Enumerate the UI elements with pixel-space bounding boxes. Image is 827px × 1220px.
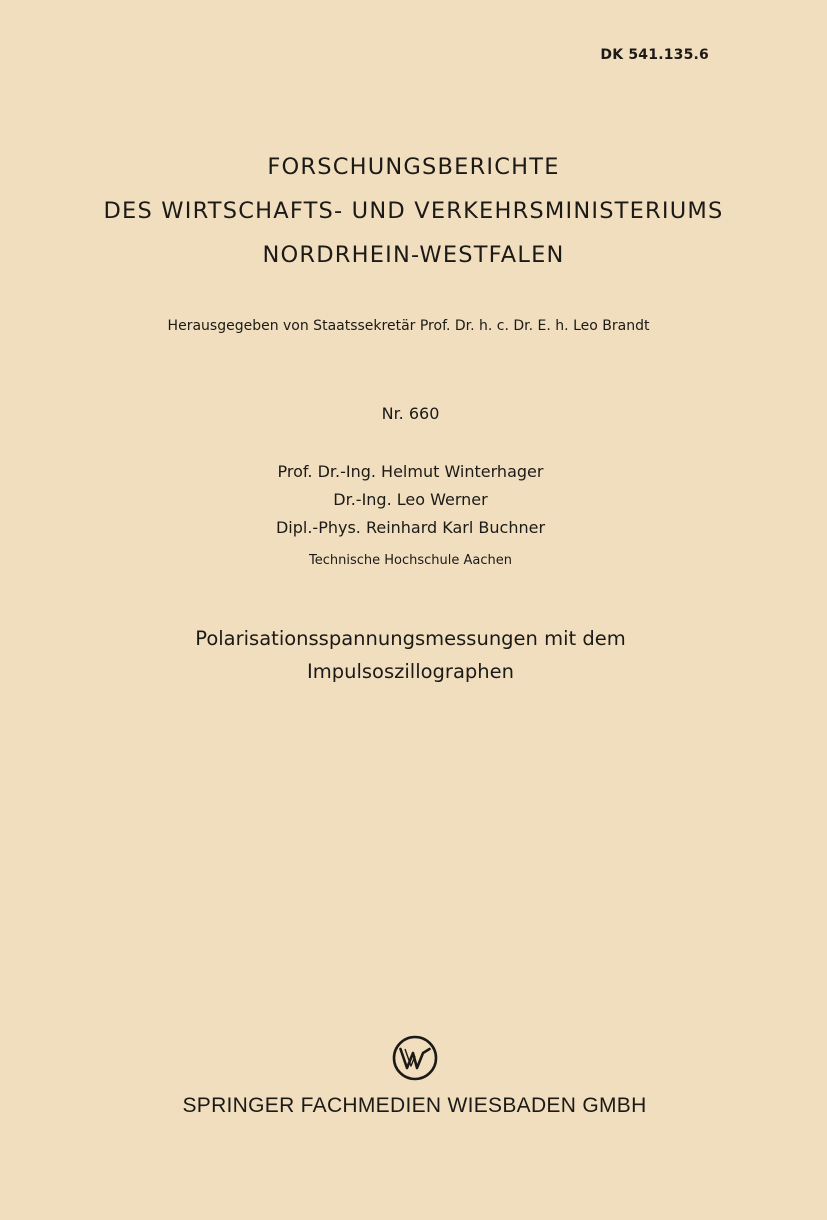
series-title-line: DES WIRTSCHAFTS- UND VERKEHRSMINISTERIUMS xyxy=(103,198,724,224)
issue-number: Nr. 660 xyxy=(381,404,440,423)
series-title-line: NORDRHEIN-WESTFALEN xyxy=(262,242,565,268)
book-title-line: Polarisationsspannungsmessungen mit dem xyxy=(195,627,626,650)
institution: Technische Hochschule Aachen xyxy=(309,553,512,568)
publisher-name: SPRINGER FACHMEDIEN WIESBADEN GMBH xyxy=(182,1094,647,1117)
author-name: Dr.-Ing. Leo Werner xyxy=(333,490,488,509)
series-title-line: FORSCHUNGSBERICHTE xyxy=(267,154,560,180)
book-title-line: Impulsoszillographen xyxy=(306,660,514,683)
series-title xyxy=(0,145,827,277)
author-name: Prof. Dr.-Ing. Helmut Winterhager xyxy=(277,462,544,481)
author-name: Dipl.-Phys. Reinhard Karl Buchner xyxy=(275,518,546,537)
book-title xyxy=(0,622,821,688)
series-editor: Herausgegeben von Staatssekretär Prof. Dr. h. c. Dr. E. h. Leo Brandt xyxy=(167,318,650,334)
author-list xyxy=(0,458,821,542)
dk-classification: DK 541.135.6 xyxy=(600,47,709,63)
publisher-logo-icon xyxy=(392,1035,438,1081)
